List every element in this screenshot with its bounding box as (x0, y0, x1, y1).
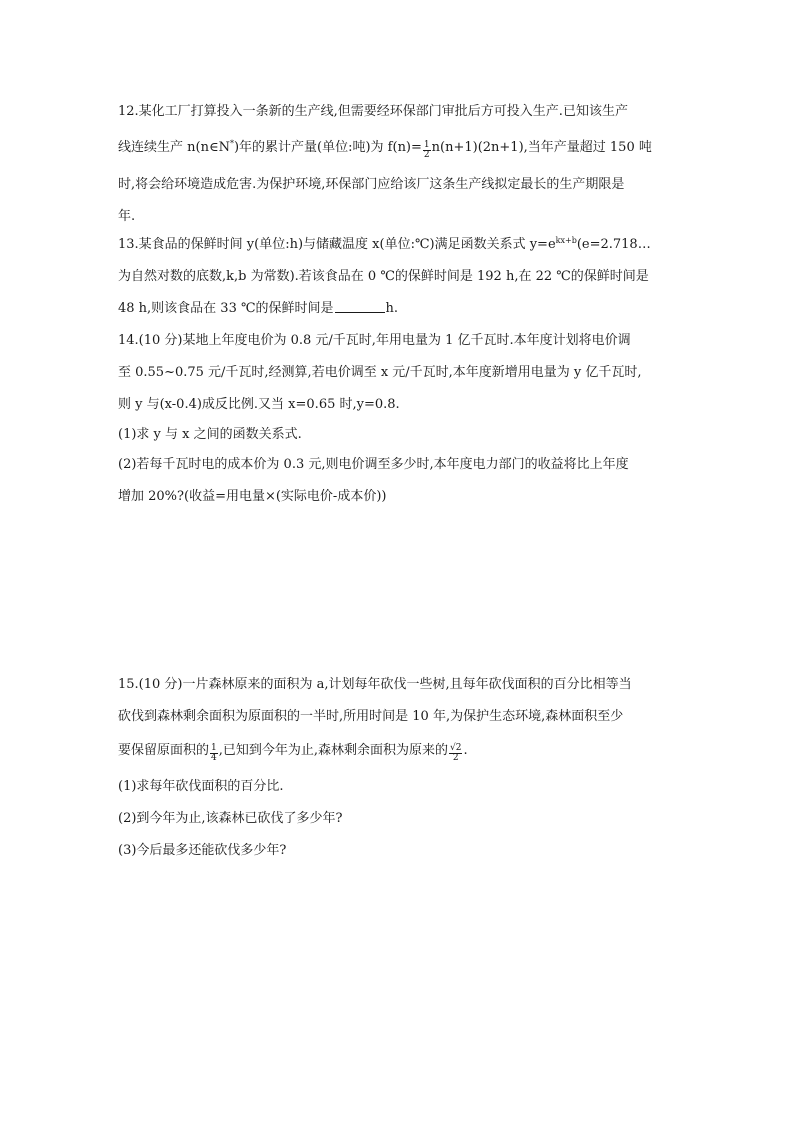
q12-line-2 (118, 139, 698, 160)
q12-line-3 (118, 176, 698, 194)
q15-part-1-text: (1)求每年砍伐面积的百分比. (118, 779, 284, 794)
q15-line-2 (118, 708, 698, 726)
q14-text-2: 至 0.55~0.75 元/千瓦时,经测算,若电价调至 x 元/千瓦时,本年度新增用电量为 y 亿千瓦时, (118, 365, 642, 380)
q15-text-3b: ,已知到今年为止,森林剩余面积为原来的 (218, 743, 449, 758)
q15-text-3c: . (463, 743, 468, 758)
q15-line-1 (118, 676, 698, 694)
q15-text-3a: 要保留原面积的 (118, 743, 210, 758)
q15-part-3-text: (3)今后最多还能砍伐多少年? (118, 843, 287, 858)
q15-part-2-text: (2)到今年为止,该森林已砍伐了多少年? (118, 811, 343, 826)
q13-text-3a: 48 h,则该食品在 33 ℃的保鲜时间是 (118, 301, 334, 316)
q13-text-1b: (e=2.718… (576, 237, 651, 252)
q12-superscript: * (229, 139, 234, 148)
q13-text-3b: h. (385, 301, 399, 316)
q13-line-2 (118, 268, 698, 286)
q14-line-3 (118, 396, 698, 414)
q12-fraction: $\frac{1}{2}$ (423, 140, 430, 160)
q14-line-1 (118, 332, 698, 350)
q15-part-3 (118, 842, 698, 860)
q15-part-1 (118, 778, 698, 796)
q14-part-1-text: (1)求 y 与 x 之间的函数关系式. (118, 427, 302, 442)
q13-text-1a: 13.某食品的保鲜时间 y(单位:h)与储藏温度 x(单位:℃)满足函数关系式 y=e (118, 237, 556, 252)
q14-part-2-text-2: 增加 20%?(收益=用电量×(实际电价-成本价)) (118, 489, 387, 504)
q15-part-2 (118, 810, 698, 828)
q13-line-1 (118, 236, 698, 254)
q15-fraction-sqrt2-over-2: $\frac{√2}{2}$ (450, 743, 462, 763)
q12-text-2c: n(n+1)(2n+1),当年产量超过 150 吨 (431, 140, 652, 155)
q12-line-4 (118, 208, 698, 226)
q12-text-2a: 线连续生产 n(n∈N (118, 140, 230, 155)
q15-line-3 (118, 742, 698, 763)
q14-text-1: 14.(10 分)某地上年度电价为 0.8 元/千瓦时,年用电量为 1 亿千瓦时.本年度计划将电价调 (118, 333, 631, 348)
q13-text-2: 为自然对数的底数,k,b 为常数).若该食品在 0 ℃的保鲜时间是 192 h,在 22 ℃的保鲜时间是 (118, 269, 649, 284)
q15-text-2: 砍伐到森林剩余面积为原面积的一半时,所用时间是 10 年,为保护生态环境,森林面积至少 (118, 709, 624, 724)
q14-part-1 (118, 426, 698, 444)
q14-part-2-line-1 (118, 456, 698, 474)
q14-part-2-text-1: (2)若每千瓦时电的成本价为 0.3 元,则电价调至多少时,本年度电力部门的收益将比上年度 (118, 457, 629, 472)
q14-text-3: 则 y 与(x-0.4)成反比例.又当 x=0.65 时,y=0.8. (118, 397, 400, 412)
q12-text-4: 年. (118, 209, 136, 224)
q15-fraction-quarter: $\frac{1}{4}$ (211, 743, 217, 763)
q12-line-1 (118, 103, 698, 121)
q12-text-1: 12.某化工厂打算投入一条新的生产线,但需要经环保部门审批后方可投入生产.已知该生产 (118, 104, 628, 119)
q14-part-2-line-2 (118, 488, 698, 506)
q12-text-3: 时,将会给环境造成危害.为保护环境,环保部门应给该厂这条生产线拟定最长的生产期限是 (118, 177, 625, 192)
q12-text-2b: )年的累计产量(单位:吨)为 f(n)= (233, 140, 422, 155)
q13-line-3 (118, 300, 698, 318)
q13-exponent: kx+b (555, 236, 577, 245)
q14-line-2 (118, 364, 698, 382)
answer-blank (335, 300, 385, 313)
q15-text-1: 15.(10 分)一片森林原来的面积为 a,计划每年砍伐一些树,且每年砍伐面积的百分比相等当 (118, 677, 632, 692)
